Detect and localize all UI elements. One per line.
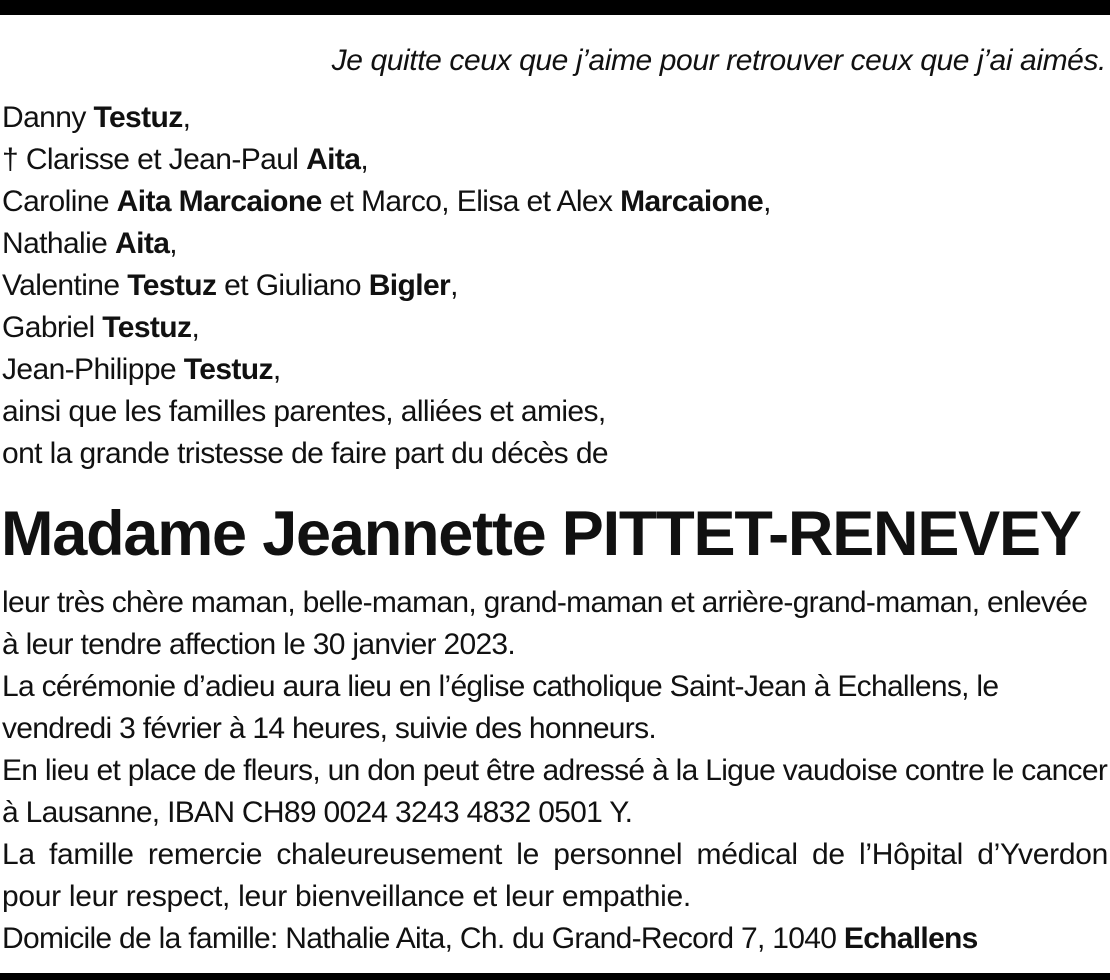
family-text: et Marco, Elisa et Alex [321, 185, 621, 218]
family-text: , [450, 269, 458, 302]
family-surname: Bigler [368, 269, 451, 302]
relation-paragraph: leur très chère maman, belle-maman, grand-maman et arrière-grand-maman, enlevée à leur tendre affection le 30 janvier 2023. [2, 586, 1088, 661]
family-surname: Aita [306, 143, 361, 176]
family-text: † Clarisse et Jean-Paul [2, 143, 307, 176]
ceremony-paragraph: La cérémonie d’adieu aura lieu en l’église catholique Saint-Jean à Echallens, le vendredi 3 février à 14 heures, suivie des honneurs. [2, 670, 999, 745]
family-text: Caroline [2, 185, 117, 218]
donation-paragraph: En lieu et place de fleurs, un don peut être adressé à la Ligue vaudoise contre le cancer à Lausanne, IBAN CH89 0024 3243 4832 0501 Y. [2, 754, 1108, 829]
family-surname: Testuz [102, 311, 192, 344]
family-text: Danny [2, 101, 94, 134]
family-surname: Aita Marcaione [116, 185, 322, 218]
family-text: ainsi que les familles parentes, alliées et amies, [2, 395, 606, 428]
motto: Je quitte ceux que j’aime pour retrouver ceux que j’ai aimés. [331, 44, 1106, 77]
family-line [2, 349, 1107, 391]
family-text: Valentine [2, 269, 128, 302]
family-line [2, 433, 1107, 475]
bottom-rule [0, 973, 1110, 980]
deceased-name: Madame Jeannette PITTET-RENEVEY [1, 499, 1081, 569]
family-text: , [182, 101, 191, 134]
family-text: Gabriel [2, 311, 103, 344]
family-text: ont la grande tristesse de faire part du décès de [2, 437, 608, 470]
family-text: , [272, 353, 281, 386]
family-text: , [763, 185, 771, 218]
domicile-paragraph [2, 918, 1108, 960]
family-line [2, 139, 1107, 181]
family-line [2, 181, 1107, 223]
family-surname: Testuz [127, 269, 217, 302]
domicile-city: Echallens [843, 922, 978, 955]
family-surname: Testuz [93, 101, 183, 134]
family-text: , [360, 143, 369, 176]
family-text: , [169, 227, 178, 260]
top-rule [0, 0, 1110, 15]
family-line [2, 97, 1107, 139]
family-line [2, 391, 1107, 433]
domicile-text: Domicile de la famille: Nathalie Aita, Ch. du Grand-Record 7, 1040 [2, 922, 844, 955]
family-text: , [191, 311, 200, 344]
family-surname: Aita [115, 227, 170, 260]
family-line [2, 265, 1107, 307]
family-line [2, 223, 1107, 265]
family-line [2, 307, 1107, 349]
family-surname: Testuz [183, 353, 273, 386]
thanks-paragraph: La famille remercie chaleureusement le personnel médical de l’Hôpital d’Yverdon pour leur respect, leur bienveillance et leur empathie. [2, 838, 1108, 913]
family-text: et Giuliano [216, 269, 369, 302]
family-list [2, 97, 1107, 475]
family-text: Nathalie [2, 227, 116, 260]
family-text: Jean-Philippe [2, 353, 184, 386]
announcement-body [2, 582, 1108, 960]
family-surname: Marcaione [620, 185, 764, 218]
